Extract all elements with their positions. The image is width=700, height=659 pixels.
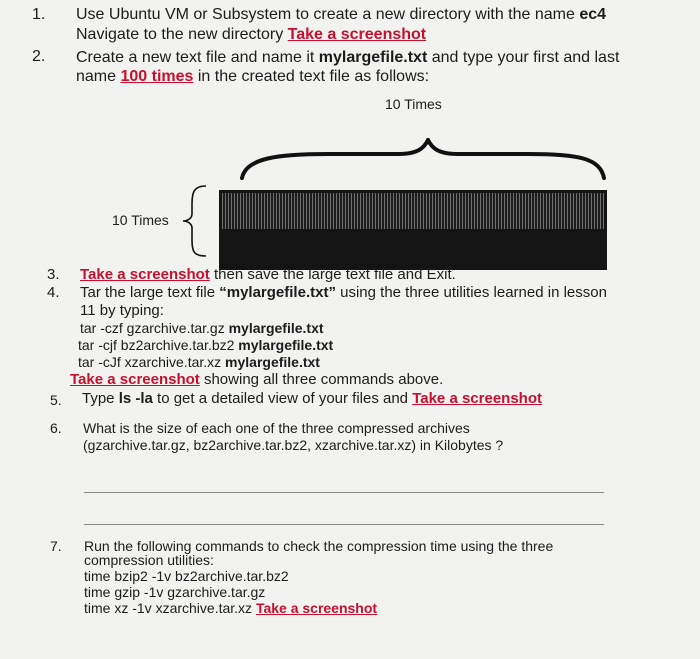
left-curly-brace-icon xyxy=(180,184,210,258)
q1-text: Use Ubuntu VM or Subsystem to create a new directory with the name xyxy=(76,6,580,23)
q7-cmd-3-text: time xz -1v xzarchive.tar.xz xyxy=(84,600,256,616)
q3-screenshot-link[interactable]: Take a screenshot xyxy=(80,266,210,283)
q4-cmd-2-file: mylargefile.txt xyxy=(238,337,334,353)
q1-line2 xyxy=(76,26,426,44)
q1-line1 xyxy=(76,6,606,24)
q1-text2: Navigate to the new directory xyxy=(76,26,288,43)
q4-cmd-1 xyxy=(80,320,324,336)
q4-filename: “mylargefile.txt” xyxy=(219,284,336,301)
q4-cmd-2 xyxy=(78,337,333,353)
q4-screenshot-link[interactable]: Take a screenshot xyxy=(70,371,200,388)
q7-cmd-1: time bzip2 -1v bz2archive.tar.bz2 xyxy=(84,568,289,584)
q1-screenshot-link[interactable]: Take a screenshot xyxy=(287,26,427,43)
q4-cmd-3-file: mylargefile.txt xyxy=(225,354,320,370)
q5-text2: to get a detailed view of your files and xyxy=(152,390,413,407)
q3-line1 xyxy=(80,266,456,283)
q7-number: 7. xyxy=(50,538,62,554)
q7-line1: Run the following commands to check the compression time using the three xyxy=(84,538,554,554)
q2-text: Create a new text file and name it xyxy=(76,49,319,66)
q2-filename: mylargefile.txt xyxy=(318,49,428,66)
q1-number: 1. xyxy=(32,6,46,23)
q2-text2: and type your first and last xyxy=(427,49,620,66)
q4-line3 xyxy=(70,371,443,388)
figure-left-label: 10 Times xyxy=(112,212,169,228)
q5-text: Type xyxy=(82,390,119,407)
q4-number: 4. xyxy=(47,284,60,301)
q6-line2: (gzarchive.tar.gz, bz2archive.tar.bz2, xzarchive.tar.xz) in Kilobytes ? xyxy=(83,437,504,453)
q5-command: ls -la xyxy=(118,390,153,407)
q4-text: Tar the large text file xyxy=(80,284,220,301)
q2-times-link: 100 times xyxy=(120,68,194,85)
q1-dirname: ec4 xyxy=(579,6,607,23)
q2-line2 xyxy=(76,68,429,86)
top-curly-brace-icon xyxy=(238,138,608,182)
q5-screenshot-link[interactable]: Take a screenshot xyxy=(412,390,542,407)
q7-screenshot-link[interactable]: Take a screenshot xyxy=(255,600,378,616)
text-file-image xyxy=(219,190,607,270)
q5-number: 5. xyxy=(50,392,62,408)
q2-line1 xyxy=(76,49,619,67)
q4-cmd-3-text: tar -cJf xzarchive.tar.xz xyxy=(78,354,226,370)
q2-text4: in the created text file as follows: xyxy=(193,68,430,85)
q2-text3: name xyxy=(76,68,121,85)
q4-line2: 11 by typing: xyxy=(80,302,164,319)
q4-line1 xyxy=(80,284,607,301)
answer-line-2[interactable] xyxy=(84,524,604,525)
q4-cmd-3 xyxy=(78,354,320,370)
q7-cmd-3 xyxy=(84,600,377,616)
q7-cmd-2: time gzip -1v gzarchive.tar.gz xyxy=(84,584,266,600)
q2-number: 2. xyxy=(32,48,46,65)
q4-text3: showing all three commands above. xyxy=(199,371,444,388)
q4-text2: using the three utilities learned in lesson xyxy=(335,284,607,301)
q3-number: 3. xyxy=(47,266,60,283)
q4-cmd-2-text: tar -cjf bz2archive.tar.bz2 xyxy=(78,337,239,353)
repeated-name-text-rows xyxy=(222,193,604,229)
q4-cmd-1-text: tar -czf gzarchive.tar.gz xyxy=(80,320,229,336)
q3-text: then save the large text file and Exit. xyxy=(209,266,456,283)
figure-top-label: 10 Times xyxy=(385,96,442,112)
q4-cmd-1-file: mylargefile.txt xyxy=(228,320,324,336)
q7-line2: compression utilities: xyxy=(84,552,214,568)
answer-line-1[interactable] xyxy=(84,492,604,493)
q6-line1: What is the size of each one of the three compressed archives xyxy=(83,420,470,436)
q5-line1 xyxy=(82,390,542,407)
q6-number: 6. xyxy=(50,420,62,436)
